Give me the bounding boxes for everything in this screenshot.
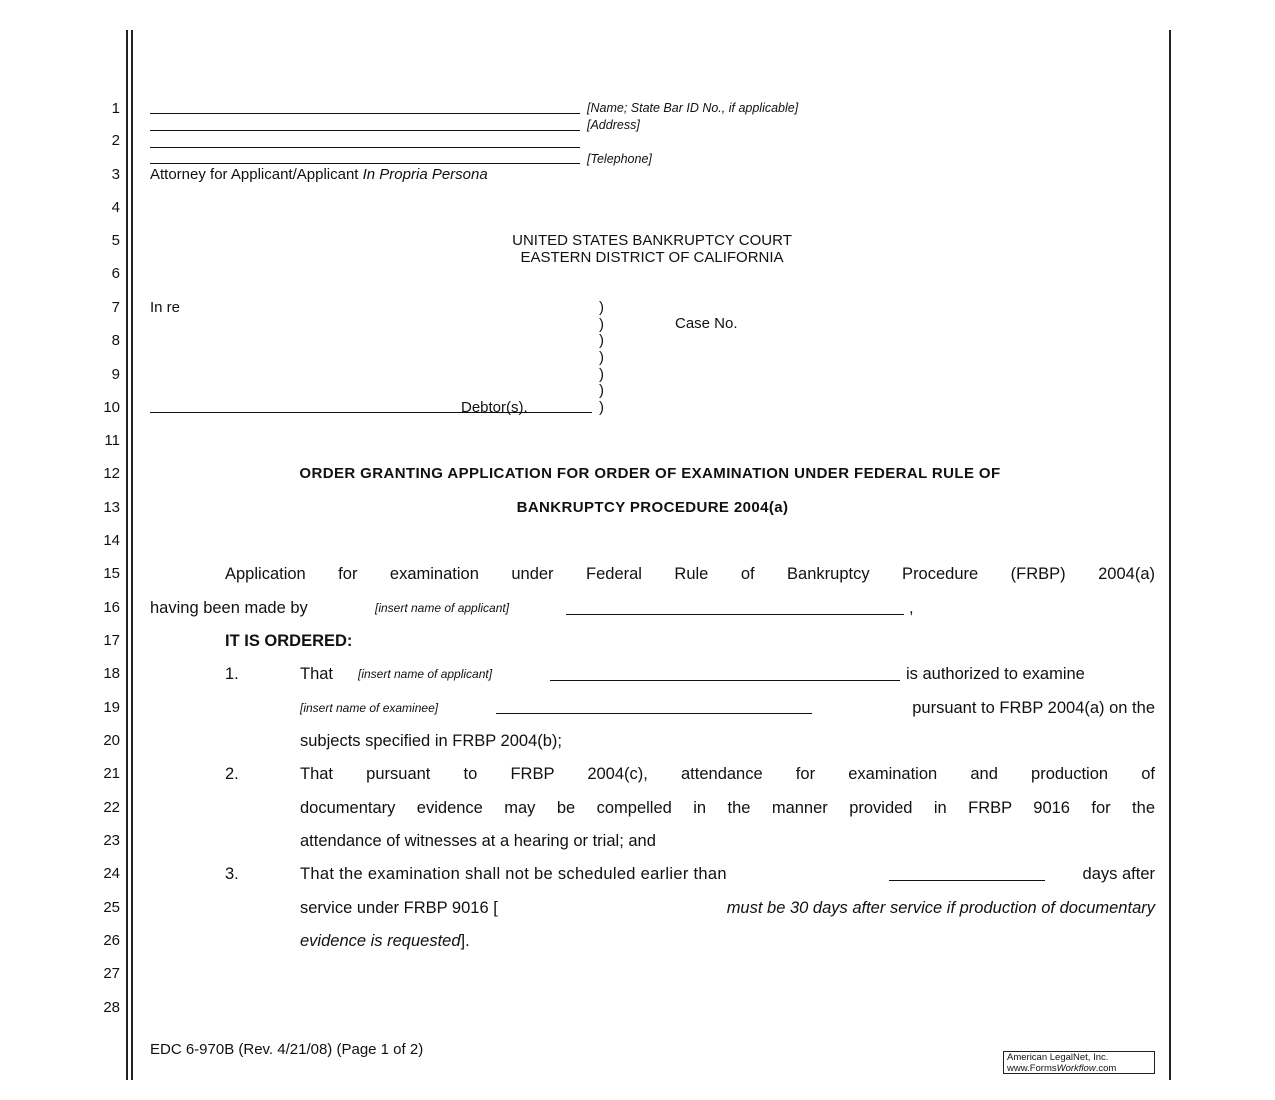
right-margin-rule [1169,30,1171,1080]
caption-paren: ) [599,316,604,333]
name-blank-line[interactable] [150,113,580,114]
item1-rest: is authorized to examine [906,665,1085,683]
line-number: 6 [111,265,120,282]
court-district: EASTERN DISTRICT OF CALIFORNIA [520,249,784,266]
left-margin-rule-outer [126,30,128,1080]
attorney-label-text: Attorney for Applicant/Applicant [150,166,363,183]
form-id-footer: EDC 6-970B (Rev. 4/21/08) (Page 1 of 2) [150,1041,424,1058]
line-number: 23 [103,832,120,849]
address-blank-line[interactable] [150,130,580,131]
line-number: 4 [111,199,120,216]
line-number: 17 [103,632,120,649]
line-number: 12 [103,465,120,482]
item3-line1-start: That the examination shall not be scheduled earlier than [300,865,727,883]
case-no-label: Case No. [675,315,738,332]
order-title-line2: BANKRUPTCY PROCEDURE 2004(a) [516,499,789,516]
address-hint: [Address] [587,118,640,132]
item3-line1-end: days after [1082,865,1155,883]
item2-number: 2. [225,765,239,783]
line-number: 21 [103,765,120,782]
item1-pursuant: pursuant to FRBP 2004(a) on the [912,699,1155,717]
item1-examinee-blank-line[interactable] [496,713,812,714]
line-number: 14 [103,532,120,549]
line-number: 2 [111,132,120,149]
line-number: 19 [103,699,120,716]
stamp-line2-b: Workflow [1056,1062,1096,1074]
caption-paren: ) [599,349,604,366]
caption-paren: ) [599,366,604,383]
attorney-label-italic: In Propria Persona [362,166,488,183]
insert-applicant-hint: [insert name of applicant] [375,601,510,615]
item3-days-blank-line[interactable] [889,880,1045,881]
line-number: 22 [103,799,120,816]
telephone-blank-line[interactable] [150,163,580,164]
item2-line2: documentary evidence may be compelled in the manner provided in FRBP 9016 for the [300,799,1155,817]
stamp-line1: American LegalNet, Inc. [1007,1052,1109,1063]
item1-line3: subjects specified in FRBP 2004(b); [300,732,562,750]
line-number: 10 [103,399,120,416]
address-blank-line-2[interactable] [150,147,580,148]
stamp-line2-c: .com [1095,1062,1117,1074]
line-number: 13 [103,499,120,516]
line-number: 26 [103,932,120,949]
publisher-stamp [1003,1051,1155,1074]
item3-line3-end: ]. [460,932,470,950]
line-number: 11 [104,432,120,449]
line-number: 15 [103,565,120,582]
item3-line3-italic: evidence is requested [300,932,461,950]
line-number: 27 [103,965,120,982]
applicant-blank-line[interactable] [566,614,904,615]
caption-paren: ) [599,382,604,399]
telephone-hint: [Telephone] [587,152,652,166]
item1-insert-examinee-hint: [insert name of examinee] [300,701,439,715]
para1-line2-start: having been made by [150,599,308,617]
line-number: 28 [103,999,120,1016]
line-number: 20 [103,732,120,749]
line-number: 7 [111,299,120,316]
stamp-line2-a: www.Forms [1007,1062,1057,1074]
line-number: 8 [111,332,120,349]
item1-number: 1. [225,665,239,683]
line-number: 5 [111,232,120,249]
caption-paren: ) [599,299,604,316]
para1-line1: Application for examination under Federal Rule of Bankruptcy Procedure (FRBP) 2004(a) [225,565,1155,583]
item3-line2 [300,898,1155,918]
item1-insert-applicant-hint: [insert name of applicant] [358,667,493,681]
item3-line3 [300,931,470,951]
item1-that: That [300,665,334,683]
item1-applicant-blank-line[interactable] [550,680,900,681]
item2-line1: That pursuant to FRBP 2004(c), attendance for examination and production of [300,765,1155,783]
left-margin-rule-inner [131,30,133,1080]
caption-paren: ) [599,399,604,416]
item3-number: 3. [225,865,239,883]
in-re-label: In re [150,299,181,316]
caption-paren: ) [599,332,604,349]
name-hint: [Name; State Bar ID No., if applicable] [587,101,799,115]
stamp-line2 [1007,1064,1151,1075]
court-name: UNITED STATES BANKRUPTCY COURT [512,232,792,249]
item2-line3: attendance of witnesses at a hearing or trial; and [300,832,656,850]
attorney-label [150,166,488,184]
line-number: 25 [103,899,120,916]
order-title-line1: ORDER GRANTING APPLICATION FOR ORDER OF EXAMINATION UNDER FEDERAL RULE OF [299,465,1001,482]
item3-line2-start: service under FRBP 9016 [ [300,899,498,917]
line-number: 9 [111,366,120,383]
debtor-label: Debtor(s). [461,399,528,416]
item3-line2-italic: must be 30 days after service if production of documentary [726,899,1155,917]
line-number: 3 [111,166,120,183]
line-number: 24 [103,865,120,882]
it-is-ordered: IT IS ORDERED: [225,632,353,650]
line-number: 16 [103,599,120,616]
para1-comma: , [909,599,914,617]
line-number: 18 [103,665,120,682]
line-number: 1 [111,100,120,117]
